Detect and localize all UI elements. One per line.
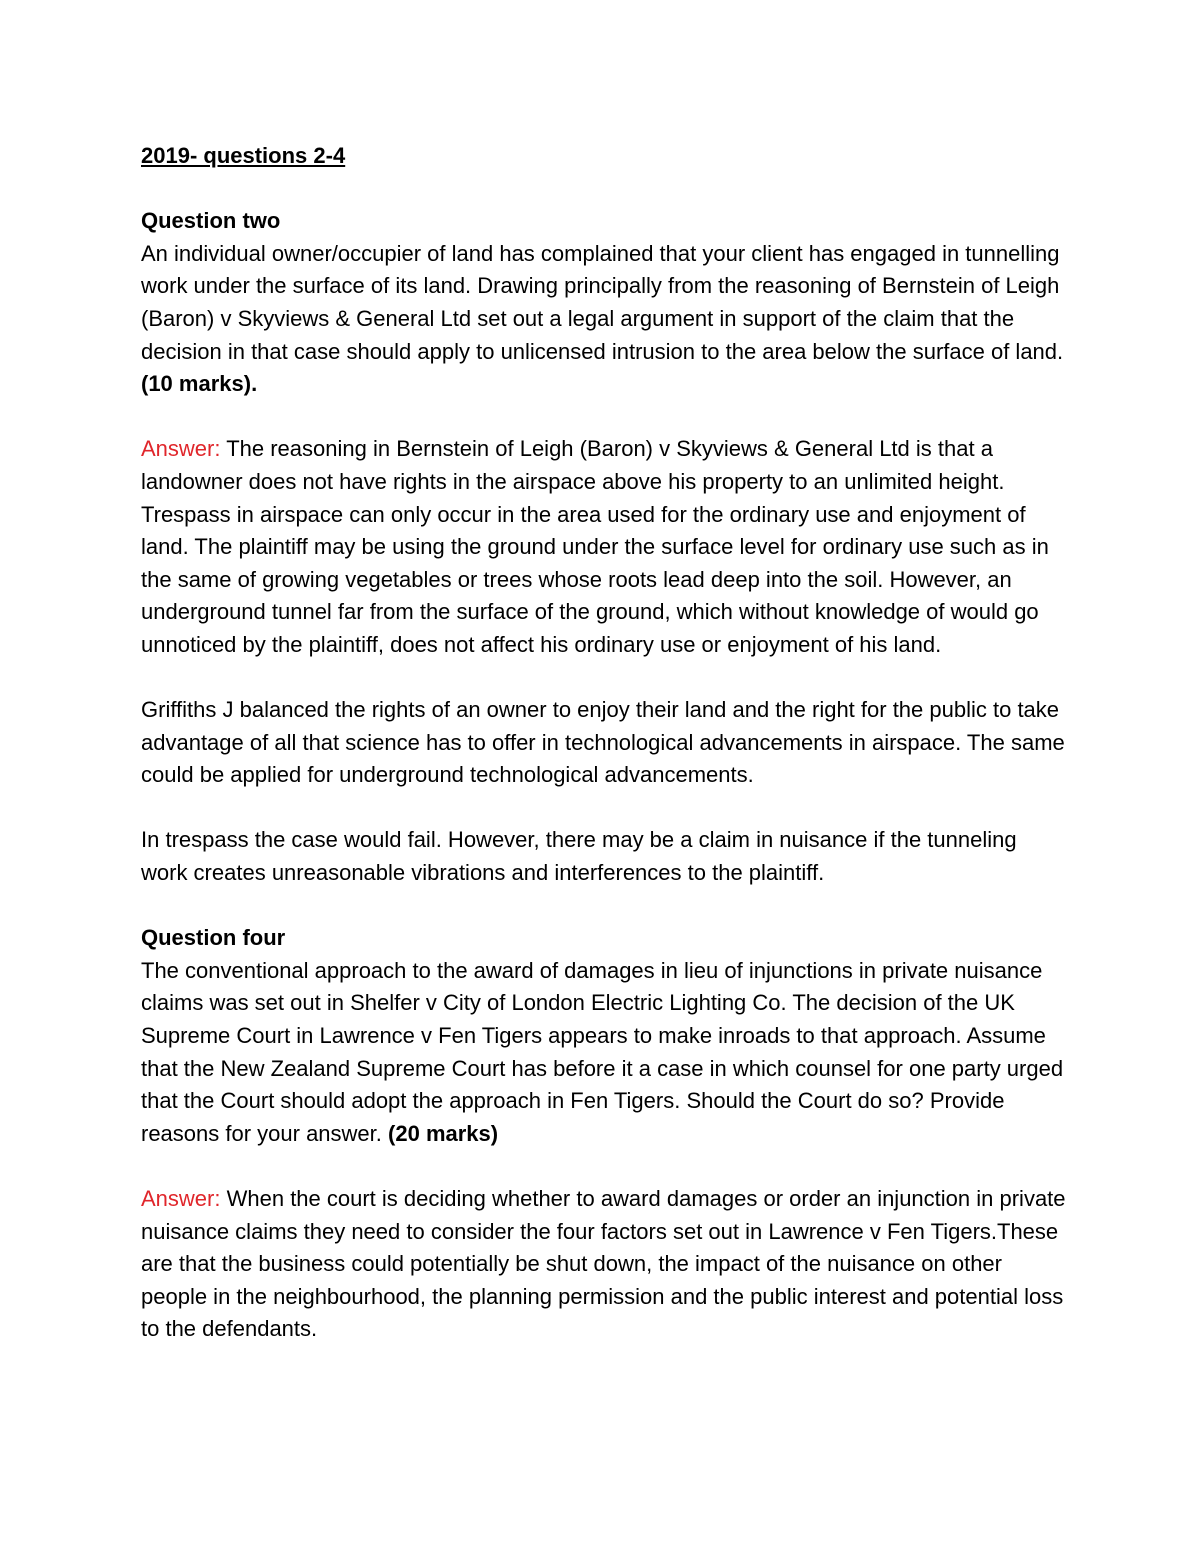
answer-label: Answer:	[141, 436, 221, 462]
spacer	[141, 173, 1066, 206]
question-four-answer	[141, 1183, 1066, 1346]
answer-label: Answer:	[141, 1186, 221, 1211]
spacer	[141, 1150, 1066, 1183]
question-four-heading: Question four	[141, 925, 286, 951]
question-four-text	[141, 955, 1066, 1151]
question-two-heading: Question two	[141, 208, 281, 234]
answer-text: The reasoning in Bernstein of Leigh (Baron) v Skyviews & General Ltd is that a landowner does not have rights in the airspace above his property to an unlimited height. Trespass in airspace can only occur in the area used for the ordinary use and enjoyment of land. The plaintiff may be using the ground under the surface level for ordinary use such as in the same of growing vegetables or trees whose roots lead deep into the soil. However, an underground tunnel far from the surface of the ground, which without knowledge of would go unnoticed by the plaintiff, does not affect his ordinary use or enjoyment of his land.	[141, 436, 1049, 657]
question-two-paragraph-3: In trespass the case would fail. However, there may be a claim in nuisance if the tunneling work creates unreasonable vibrations and interferences to the plaintiff.	[141, 827, 1017, 886]
document-page	[141, 140, 1066, 1346]
question-four-marks: (20 marks)	[388, 1120, 499, 1146]
spacer	[141, 401, 1066, 434]
spacer	[141, 890, 1066, 923]
question-two-marks: (10 marks).	[141, 371, 258, 397]
spacer	[141, 792, 1066, 825]
answer-text: When the court is deciding whether to award damages or order an injunction in private nuisance claims they need to consider the four factors set out in Lawrence v Fen Tigers.These are that the business could potentially be shut down, the impact of the nuisance on other people in the neighbourhood, the planning permission and the public interest and potential loss to the defendants.	[141, 1186, 1066, 1342]
spacer	[141, 662, 1066, 695]
question-two-prompt: An individual owner/occupier of land has complained that your client has engaged in tunnelling work under the surface of its land. Drawing principally from the reasoning of Bernstein of Leigh (Baron) v Skyviews & General Ltd set out a legal argument in support of the claim that the decision in that case should apply to unlicensed intrusion to the area below the surface of land.	[141, 240, 1064, 364]
document-title: 2019- questions 2-4	[141, 143, 346, 168]
question-four-prompt: The conventional approach to the award of damages in lieu of injunctions in private nuisance claims was set out in Shelfer v City of London Electric Lighting Co. The decision of the UK Supreme Court in Lawrence v Fen Tigers appears to make inroads to that approach. Assume that the New Zealand Supreme Court has before it a case in which counsel for one party urged that the Court should adopt the approach in Fen Tigers. Should the Court do so? Provide reasons for your answer.	[141, 957, 1064, 1146]
question-two-paragraph-2: Griffiths J balanced the rights of an owner to enjoy their land and the right for the public to take advantage of all that science has to offer in technological advancements in airspace. The same could be applied for underground technological advancements.	[141, 697, 1065, 788]
question-two-answer	[141, 433, 1066, 661]
question-two-text	[141, 238, 1066, 401]
